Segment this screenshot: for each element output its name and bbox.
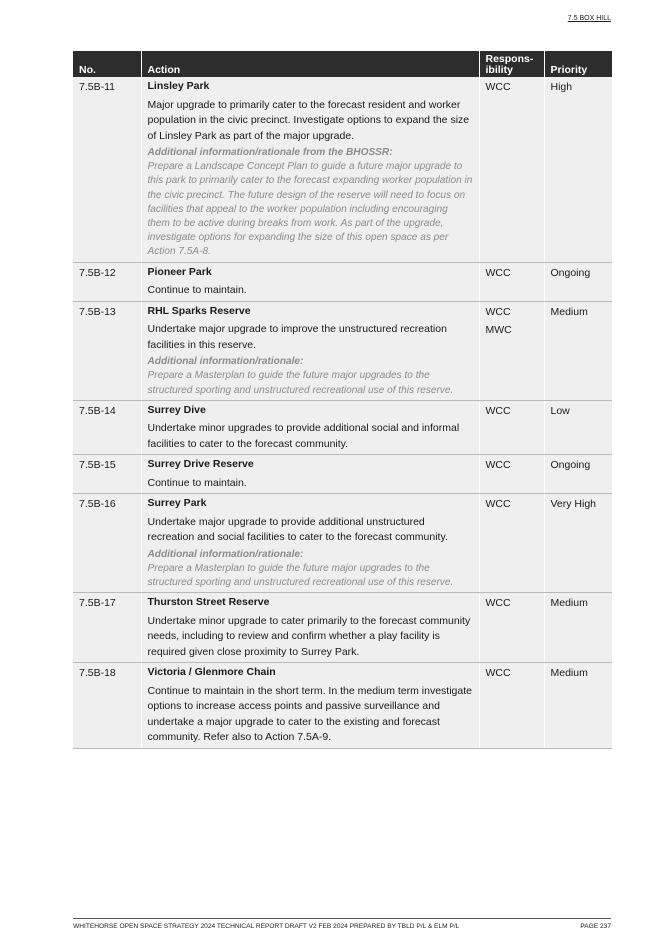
action-number: 7.5B-12 bbox=[73, 262, 141, 301]
responsibility-value: WCC bbox=[485, 597, 511, 610]
action-title: Pioneer Park bbox=[147, 265, 212, 278]
action-cell bbox=[141, 301, 479, 400]
page-footer bbox=[73, 918, 611, 930]
responsibility-cell bbox=[479, 455, 544, 494]
responsibility-value: WCC bbox=[485, 305, 511, 318]
responsibility-value: WCC bbox=[485, 266, 511, 279]
action-description: Undertake major upgrade to provide additional unstructured recreation and social facilities to cater to the forecast community. bbox=[147, 515, 448, 544]
action-description: Undertake minor upgrade to cater primarily to the forecast community needs, including to review and confirm whether a play facility is required given close proximity to Surrey Park. bbox=[147, 614, 471, 658]
actions-table bbox=[73, 51, 612, 749]
additional-information bbox=[148, 146, 473, 260]
responsibility-value: WCC bbox=[485, 667, 511, 680]
responsibility-value: WCC bbox=[485, 459, 511, 472]
responsibility-cell bbox=[479, 400, 544, 455]
table-row bbox=[73, 593, 612, 663]
priority-value: Very High bbox=[544, 494, 612, 593]
priority-value: Medium bbox=[544, 593, 612, 663]
table-row bbox=[73, 77, 612, 262]
table-row bbox=[73, 494, 612, 593]
action-number: 7.5B-18 bbox=[73, 663, 141, 749]
action-description: Undertake major upgrade to improve the unstructured recreation facilities in this reserve. bbox=[147, 323, 447, 351]
action-description: Continue to maintain in the short term. In the medium term investigate options to increase access points and passive surveillance and undertake a major upgrade to cater to the existing and forecast community. Refer also to Action 7.5A-9. bbox=[147, 684, 472, 744]
additional-information-text: Prepare a Masterplan to guide the future major upgrades to the structured sporting and unstructured recreational use of this reserve. bbox=[147, 562, 454, 589]
priority-value: Low bbox=[544, 400, 612, 455]
action-number: 7.5B-11 bbox=[73, 77, 141, 262]
col-header-priority: Priority bbox=[544, 51, 612, 77]
action-description: Continue to maintain. bbox=[147, 284, 247, 297]
action-title: Victoria / Glenmore Chain bbox=[147, 666, 276, 679]
footer-text: WHITEHORSE OPEN SPACE STRATEGY 2024 TECHNICAL REPORT DRAFT V2 FEB 2024 PREPARED BY TBLD P/L & ELM P/L bbox=[73, 923, 460, 930]
action-cell bbox=[141, 262, 479, 301]
additional-information bbox=[148, 548, 473, 591]
responsibility-cell bbox=[479, 593, 544, 663]
table-row bbox=[73, 400, 612, 455]
action-number: 7.5B-14 bbox=[73, 400, 141, 455]
action-cell bbox=[141, 663, 479, 749]
priority-value: Ongoing bbox=[544, 455, 612, 494]
additional-information-heading: Additional information/rationale: bbox=[147, 548, 304, 560]
priority-value: High bbox=[544, 77, 612, 262]
action-description: Continue to maintain. bbox=[147, 476, 247, 489]
action-cell bbox=[141, 77, 479, 262]
action-cell bbox=[141, 593, 479, 663]
action-title: Linsley Park bbox=[147, 80, 210, 92]
responsibility-cell bbox=[479, 262, 544, 301]
additional-information-text: Prepare a Landscape Concept Plan to guide a future major upgrade to this park to primarily cater to the forecast expanding worker population in the civic precinct. The future design of the reserve will need to focus on facilities that appeal to the worker population including encouraging them to be active during breaks from work. As part of the upgrade, investigate options for expanding the size of this open space as per Action 7.5A-8. bbox=[147, 161, 473, 258]
action-title: Surrey Drive Reserve bbox=[147, 458, 254, 471]
action-cell bbox=[141, 400, 479, 455]
action-title: RHL Sparks Reserve bbox=[147, 304, 251, 317]
col-header-responsibility: Respons- ibility bbox=[479, 51, 544, 77]
col-header-no: No. bbox=[73, 51, 141, 77]
responsibility-cell bbox=[479, 494, 544, 593]
responsibility-cell bbox=[479, 663, 544, 749]
table-row bbox=[73, 262, 612, 301]
additional-information-heading: Additional information/rationale: bbox=[147, 356, 304, 368]
responsibility-cell bbox=[479, 301, 544, 400]
table-row bbox=[73, 455, 612, 494]
action-description: Undertake minor upgrades to provide additional social and informal facilities to cater to the forecast community. bbox=[147, 422, 460, 450]
responsibility-value: WCC bbox=[485, 404, 511, 417]
priority-value: Medium bbox=[544, 301, 612, 400]
table-row bbox=[73, 663, 612, 749]
responsibility-value: MWC bbox=[485, 324, 512, 337]
additional-information-heading: Additional information/rationale from the BHOSSR: bbox=[147, 147, 393, 158]
responsibility-value: WCC bbox=[485, 81, 511, 93]
action-description: Major upgrade to primarily cater to the forecast resident and worker population in the civic precinct. Investigate options to expand the size of Linsley Park as part of the major upgrade. bbox=[147, 98, 470, 142]
action-title: Surrey Dive bbox=[147, 403, 206, 416]
action-title: Thurston Street Reserve bbox=[147, 596, 270, 609]
priority-value: Medium bbox=[544, 663, 612, 749]
action-cell bbox=[141, 455, 479, 494]
priority-value: Ongoing bbox=[544, 262, 612, 301]
page-number: PAGE 237 bbox=[580, 923, 611, 930]
action-number: 7.5B-15 bbox=[73, 455, 141, 494]
action-number: 7.5B-16 bbox=[73, 494, 141, 593]
additional-information-text: Prepare a Masterplan to guide the future major upgrades to the structured sporting and unstructured recreational use of this reserve. bbox=[147, 370, 454, 396]
action-number: 7.5B-13 bbox=[73, 301, 141, 400]
section-header: 7.5 BOX HILL bbox=[567, 15, 611, 22]
col-header-action: Action bbox=[141, 51, 479, 77]
action-cell bbox=[141, 494, 479, 593]
action-title: Surrey Park bbox=[147, 497, 207, 510]
responsibility-value: WCC bbox=[485, 498, 511, 511]
additional-information bbox=[148, 355, 473, 398]
table-header-row bbox=[73, 51, 612, 77]
responsibility-cell bbox=[479, 77, 544, 262]
table-row bbox=[73, 301, 612, 400]
action-number: 7.5B-17 bbox=[73, 593, 141, 663]
